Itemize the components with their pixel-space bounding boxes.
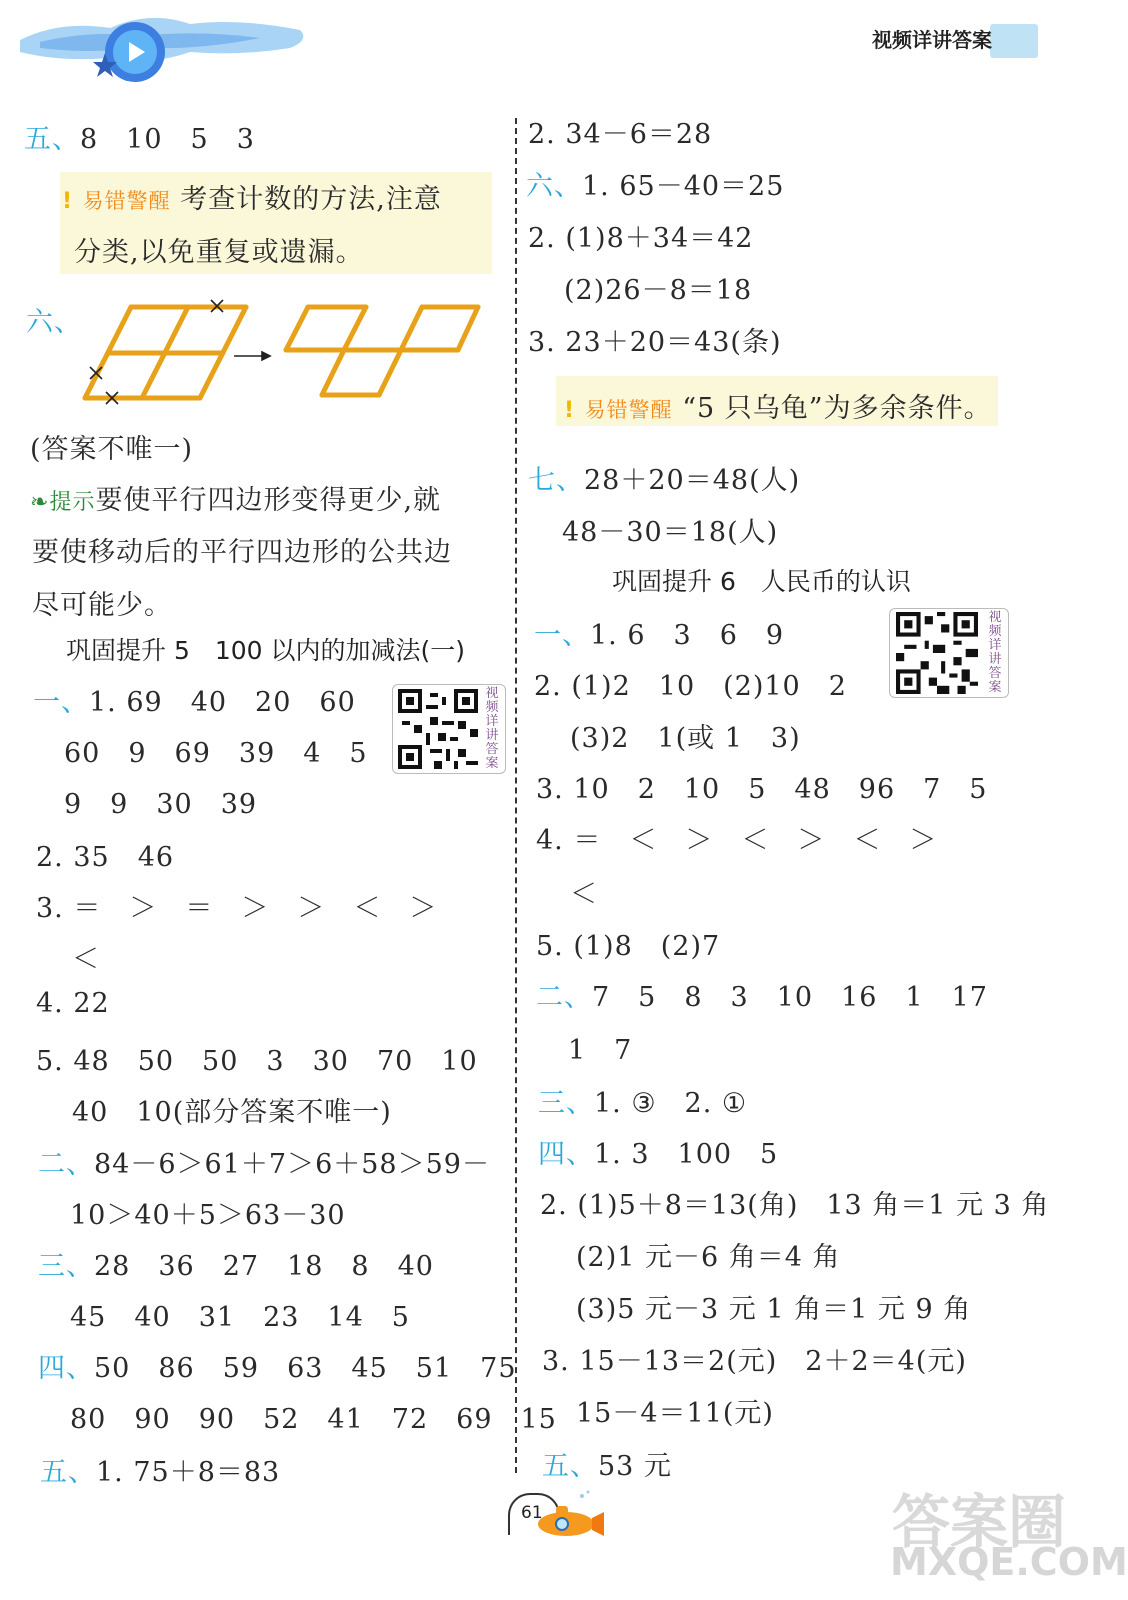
section-label: 三、 [538, 1088, 594, 1119]
answer-line: 5. 48 50 50 3 30 70 10 [36, 1046, 478, 1077]
answer-line: 2. (1)5＋8＝13(角) 13 角＝1 元 3 角 [540, 1190, 1050, 1221]
answer-line: 二、84－6＞61＋7＞6＋58＞59－ [38, 1149, 490, 1180]
answer-line: 3. 10 2 10 5 48 96 7 5 [536, 774, 988, 805]
qr-code-icon [896, 612, 978, 694]
section-title: 巩固提升 5 100 以内的加减法(一) [66, 636, 466, 665]
section-label: 四、 [38, 1353, 94, 1384]
warning-icon: ! [564, 398, 576, 423]
leaf-icon: ❧ [30, 490, 50, 515]
hint-line: ❧提示要使平行四边形变得更少,就 [30, 485, 442, 516]
section-label: 一、 [534, 620, 590, 651]
answer-line: 10＞40＋5＞63－30 [70, 1200, 346, 1231]
answer-line: 2. 35 46 [36, 842, 175, 873]
section-label: 一、 [33, 687, 89, 718]
tip-line: ! 易错警醒 “5 只乌龟”为多余条件。 [564, 393, 992, 424]
answer-line: 80 90 90 52 41 72 69 15 [70, 1404, 557, 1435]
section-label: 二、 [38, 1149, 94, 1180]
section-label: 五、 [40, 1457, 96, 1488]
answer-line: 一、1. 69 40 20 60 [33, 687, 356, 718]
answer-line: 4. 22 [36, 988, 110, 1019]
answer-line: 9 9 30 39 [64, 789, 258, 820]
section-label: 三、 [38, 1251, 94, 1282]
answer-line: 四、50 86 59 63 45 51 75 [38, 1353, 517, 1384]
watermark: 答案圈 [892, 1488, 1067, 1556]
watermark-url: MXQE.COM [890, 1540, 1128, 1584]
answer-line: 五、53 元 [542, 1451, 672, 1482]
qr-code[interactable] [889, 608, 1009, 698]
answer-line: 五、8 10 5 3 [24, 124, 255, 155]
qr-code[interactable] [392, 684, 506, 774]
qr-caption: 视频详讲答案 [485, 686, 499, 771]
section-label: 二、 [536, 982, 592, 1013]
answer-line: 40 10(部分答案不唯一) [72, 1097, 392, 1128]
answer-line: (3)5 元－3 元 1 角＝1 元 9 角 [576, 1294, 972, 1325]
answer-line: (2)1 元－6 角＝4 角 [576, 1242, 841, 1273]
answer-line: 2. (1)2 10 (2)10 2 [534, 671, 847, 702]
answer-line: 2. 34－6＝28 [528, 119, 713, 150]
submarine-icon [536, 1490, 606, 1540]
section-title: 巩固提升 6 人民币的认识 [612, 567, 911, 596]
tip-tag: 易错警醒 [82, 189, 171, 213]
answer-line: 一、1. 6 3 6 9 [534, 620, 785, 651]
page-number: 61 [521, 1503, 543, 1523]
hint-tag: 提示 [49, 490, 96, 515]
header-accent-bar [990, 24, 1038, 58]
section-label: 七、 [528, 465, 584, 496]
section-label: 四、 [538, 1139, 594, 1170]
answer-line: 3. ＝ ＞ ＝ ＞ ＞ ＜ ＞ [36, 893, 438, 924]
answer-line: 三、28 36 27 18 8 40 [38, 1251, 434, 1282]
tip-line: 分类,以免重复或遗漏。 [74, 237, 364, 268]
answer-line: 四、1. 3 100 5 [538, 1139, 779, 1170]
answer-line: 七、28＋20＝48(人) [528, 465, 801, 496]
qr-code-icon [398, 689, 478, 769]
header-title: 视频详讲答案 [872, 28, 992, 52]
column-divider [515, 118, 517, 1473]
answer-line: 4. ＝ ＜ ＞ ＜ ＞ ＜ ＞ [536, 825, 938, 856]
section-label: 五、 [542, 1451, 598, 1482]
section-label: 六、 [26, 307, 82, 338]
answer-line: ＜ [570, 879, 598, 910]
answer-line: 二、7 5 8 3 10 16 1 17 [536, 982, 988, 1013]
answer-note: (答案不唯一) [30, 434, 194, 465]
section-label: 五、 [24, 124, 80, 155]
section-label: 六、 [526, 171, 582, 202]
warning-icon: ! [62, 189, 74, 214]
answer-line: 60 9 69 39 4 5 [64, 738, 368, 769]
answer-line: 3. 15－13＝2(元) 2＋2＝4(元) [542, 1346, 967, 1377]
hint-line: 要使移动后的平行四边形的公共边 [32, 537, 452, 568]
play-icon[interactable] [120, 37, 150, 67]
answer-line: (3)2 1(或 1 3) [570, 723, 801, 754]
matchstick-figure [76, 295, 486, 410]
answer-line: 五、1. 75＋8＝83 [40, 1457, 281, 1488]
answer-line: (2)26－8＝18 [564, 275, 753, 306]
answer-line: 2. (1)8＋34＝42 [528, 223, 754, 254]
answer-line: 3. 23＋20＝43(条) [528, 327, 782, 358]
answer-line: 45 40 31 23 14 5 [70, 1302, 410, 1333]
answer-line: 5. (1)8 (2)7 [536, 931, 721, 962]
qr-caption: 视频详讲答案 [988, 610, 1002, 695]
star-icon [92, 52, 118, 78]
answer-line: 三、1. ③ 2. ① [538, 1088, 748, 1119]
tip-line: ! 易错警醒 考查计数的方法,注意 [62, 184, 442, 215]
answer-line: 15－4＝11(元) [576, 1398, 774, 1429]
header-banner [0, 0, 330, 90]
answer-line: 1 7 [568, 1035, 633, 1066]
hint-line: 尽可能少。 [32, 590, 172, 621]
answer-line: 六、1. 65－40＝25 [526, 171, 785, 202]
answer-line: ＜ [72, 944, 100, 975]
tip-tag: 易错警醒 [584, 398, 673, 422]
answer-line: 48－30＝18(人) [562, 517, 779, 548]
